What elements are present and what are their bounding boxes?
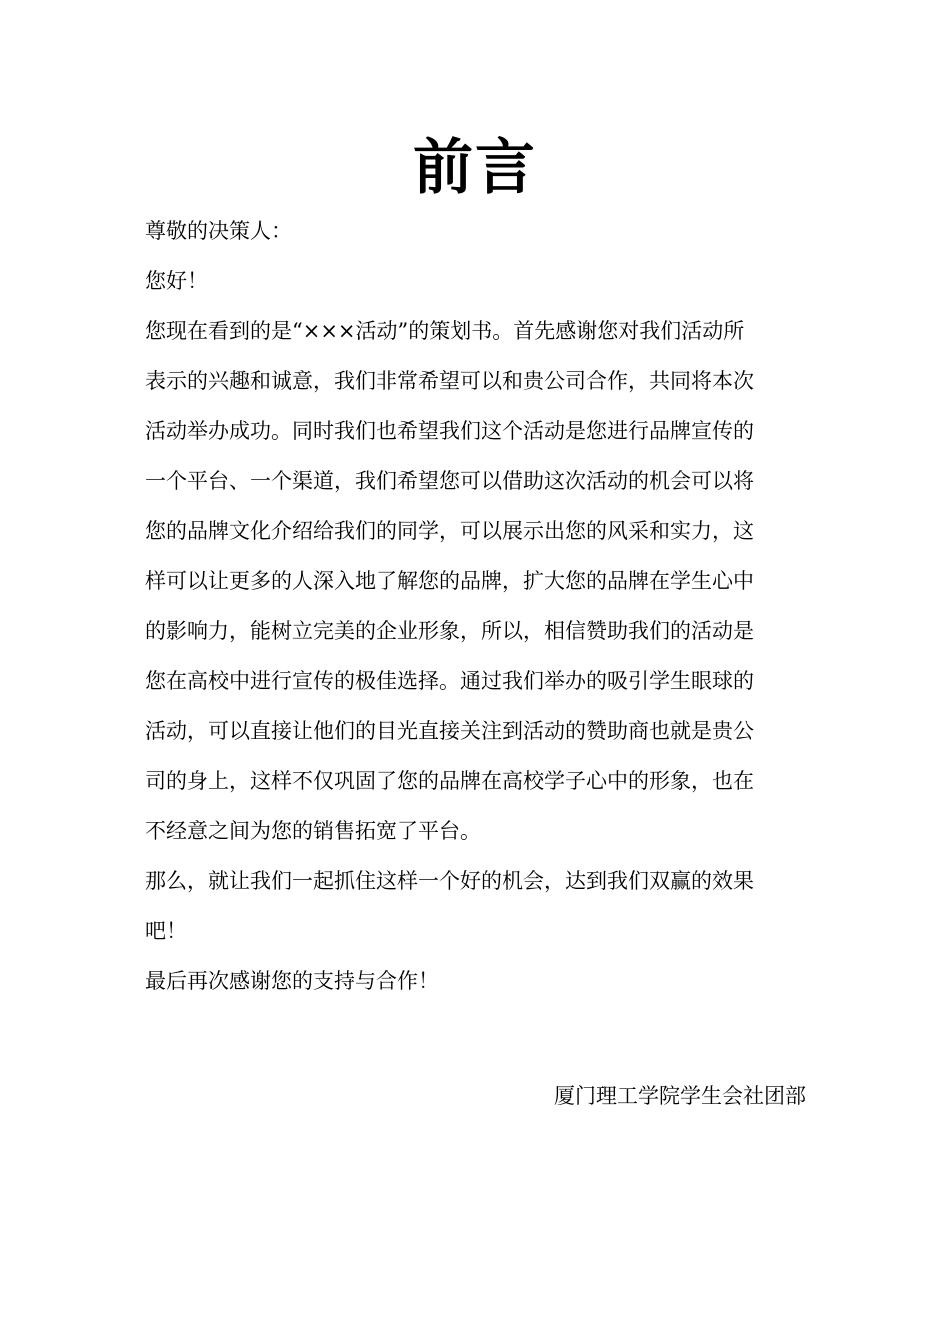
paragraph-line: 不经意之间为您的销售拓宽了平台。 [145,819,481,843]
letter-body [145,206,807,1006]
main-paragraph [145,306,807,856]
salutation-line: 尊敬的决策人： [145,219,292,243]
salutation [145,206,807,256]
paragraph-line: 司的身上，这样不仅巩固了您的品牌在高校学子心中的形象，也在 [145,769,754,793]
thanks-paragraph [145,956,807,1006]
thanks-line: 最后再次感谢您的支持与合作！ [145,969,439,993]
paragraph-line: 活动，可以直接让他们的目光直接关注到活动的赞助商也就是贵公 [145,719,754,743]
paragraph-line: 您的品牌文化介绍给我们的同学，可以展示出您的风采和实力，这 [145,519,754,543]
paragraph-line: 表示的兴趣和诚意，我们非常希望可以和贵公司合作，共同将本次 [145,369,754,393]
paragraph-line: 一个平台、一个渠道，我们希望您可以借助这次活动的机会可以将 [145,469,754,493]
closing-paragraph [145,856,807,956]
paragraph-line: 的影响力，能树立完美的企业形象，所以，相信赞助我们的活动是 [145,619,754,643]
paragraph-line: 您现在看到的是“×××活动”的策划书。首先感谢您对我们活动所 [145,319,745,343]
paragraph-line: 样可以让更多的人深入地了解您的品牌，扩大您的品牌在学生心中 [145,569,754,593]
paragraph-line: 活动举办成功。同时我们也希望我们这个活动是您进行品牌宣传的 [145,419,754,443]
paragraph-line: 吧！ [145,919,187,943]
greeting [145,256,807,306]
paragraph-line: 您在高校中进行宣传的极佳选择。通过我们举办的吸引学生眼球的 [145,669,754,693]
page-title: 前言 [413,133,537,203]
signature: 厦门理工学院学生会社团部 [554,1084,806,1108]
greeting-line: 您好！ [145,269,208,293]
paragraph-line: 那么，就让我们一起抓住这样一个好的机会，达到我们双赢的效果 [145,869,754,893]
